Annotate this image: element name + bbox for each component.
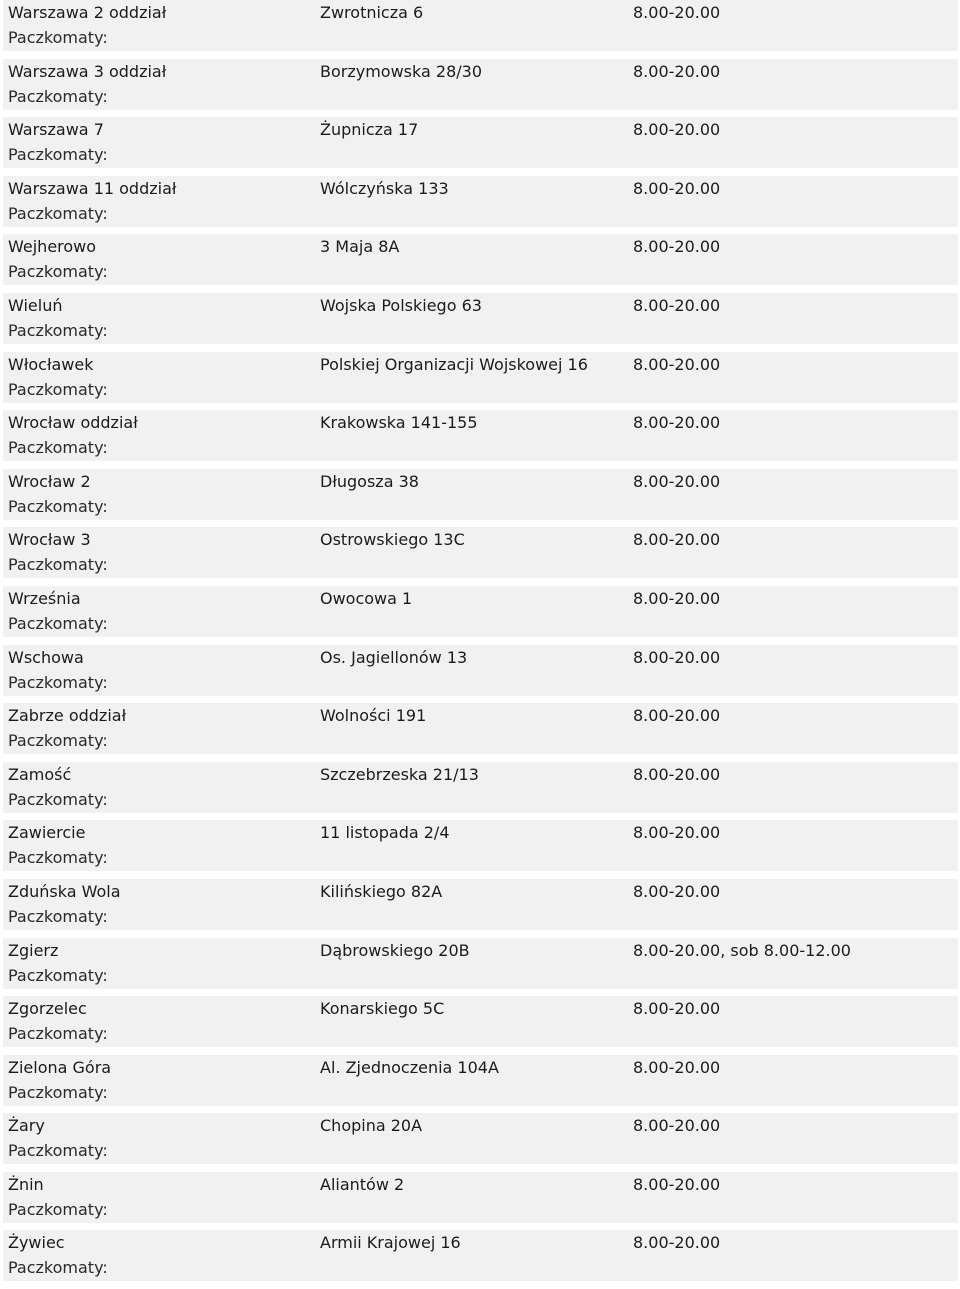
table-row [3,293,958,344]
branch-table [3,0,958,1289]
opening-hours: 8.00-20.00 [633,354,721,374]
paczkomaty-label: Paczkomaty: [8,496,108,516]
paczkomaty-label: Paczkomaty: [8,965,108,985]
city-name: Zamość [8,764,72,784]
opening-hours: 8.00-20.00 [633,764,721,784]
table-row [3,410,958,461]
table-row [3,820,958,871]
opening-hours: 8.00-20.00 [633,999,721,1019]
opening-hours: 8.00-20.00 [633,530,721,550]
paczkomaty-label: Paczkomaty: [8,613,108,633]
address: 3 Maja 8A [320,237,400,257]
paczkomaty-label: Paczkomaty: [8,379,108,399]
paczkomaty-label: Paczkomaty: [8,86,108,106]
opening-hours: 8.00-20.00, sob 8.00-12.00 [633,940,851,960]
city-name: Zduńska Wola [8,881,121,901]
opening-hours: 8.00-20.00 [633,1116,721,1136]
address: Al. Zjednoczenia 104A [320,1057,499,1077]
city-name: Zabrze oddział [8,706,127,726]
address: Ostrowskiego 13C [320,530,465,550]
address: Wólczyńska 133 [320,178,449,198]
paczkomaty-label: Paczkomaty: [8,320,108,340]
opening-hours: 8.00-20.00 [633,413,721,433]
table-row [3,645,958,696]
address: Konarskiego 5C [320,999,445,1019]
address: Dąbrowskiego 20B [320,940,470,960]
table-row [3,0,958,51]
table-row [3,996,958,1047]
opening-hours: 8.00-20.00 [633,3,721,22]
opening-hours: 8.00-20.00 [633,706,721,726]
opening-hours: 8.00-20.00 [633,1233,721,1253]
city-name: Zgorzelec [8,999,87,1019]
table-row [3,59,958,110]
city-name: Warszawa 3 oddział [8,61,167,81]
address: Owocowa 1 [320,588,413,608]
table-row [3,703,958,754]
city-name: Wieluń [8,295,63,315]
opening-hours: 8.00-20.00 [633,588,721,608]
address: Kilińskiego 82A [320,881,443,901]
opening-hours: 8.00-20.00 [633,881,721,901]
opening-hours: 8.00-20.00 [633,647,721,667]
paczkomaty-label: Paczkomaty: [8,672,108,692]
paczkomaty-label: Paczkomaty: [8,731,108,751]
table-row [3,469,958,520]
paczkomaty-label: Paczkomaty: [8,1141,108,1161]
city-name: Wrocław 3 [8,530,91,550]
paczkomaty-label: Paczkomaty: [8,555,108,575]
table-row [3,938,958,989]
address: Os. Jagiellonów 13 [320,647,468,667]
city-name: Żywiec [8,1233,65,1253]
paczkomaty-label: Paczkomaty: [8,848,108,868]
opening-hours: 8.00-20.00 [633,178,721,198]
paczkomaty-label: Paczkomaty: [8,145,108,165]
city-name: Zielona Góra [8,1057,112,1077]
city-name: Wschowa [8,647,84,667]
address: Szczebrzeska 21/13 [320,764,479,784]
address: Wolności 191 [320,706,427,726]
paczkomaty-label: Paczkomaty: [8,262,108,282]
table-row [3,352,958,403]
city-name: Żnin [8,1174,44,1194]
opening-hours: 8.00-20.00 [633,1057,721,1077]
table-row [3,176,958,227]
table-row [3,1172,958,1223]
city-name: Warszawa 7 [8,120,104,140]
city-name: Zgierz [8,940,59,960]
city-name: Warszawa 2 oddział [8,3,167,22]
address: Polskiej Organizacji Wojskowej 16 [320,354,588,374]
opening-hours: 8.00-20.00 [633,237,721,257]
table-row [3,234,958,285]
paczkomaty-label: Paczkomaty: [8,1082,108,1102]
table-row [3,762,958,813]
opening-hours: 8.00-20.00 [633,471,721,491]
paczkomaty-label: Paczkomaty: [8,1199,108,1219]
city-name: Żary [8,1116,45,1136]
address: Długosza 38 [320,471,419,491]
address: Wojska Polskiego 63 [320,295,482,315]
opening-hours: 8.00-20.00 [633,120,721,140]
paczkomaty-label: Paczkomaty: [8,1024,108,1044]
table-row [3,1230,958,1281]
address: Armii Krajowej 16 [320,1233,461,1253]
paczkomaty-label: Paczkomaty: [8,1258,108,1278]
table-row [3,586,958,637]
city-name: Wrocław oddział [8,413,138,433]
city-name: Warszawa 11 oddział [8,178,177,198]
opening-hours: 8.00-20.00 [633,823,721,843]
paczkomaty-label: Paczkomaty: [8,906,108,926]
paczkomaty-label: Paczkomaty: [8,28,108,47]
city-name: Włocławek [8,354,94,374]
address: Krakowska 141-155 [320,413,478,433]
city-name: Wejherowo [8,237,97,257]
address: Zwrotnicza 6 [320,3,424,22]
table-row [3,117,958,168]
opening-hours: 8.00-20.00 [633,295,721,315]
table-row [3,879,958,930]
city-name: Września [8,588,81,608]
city-name: Zawiercie [8,823,86,843]
table-row [3,1113,958,1164]
address: Aliantów 2 [320,1174,405,1194]
address: Borzymowska 28/30 [320,61,482,81]
table-row [3,1055,958,1106]
paczkomaty-label: Paczkomaty: [8,203,108,223]
opening-hours: 8.00-20.00 [633,1174,721,1194]
address: 11 listopada 2/4 [320,823,450,843]
address: Chopina 20A [320,1116,423,1136]
opening-hours: 8.00-20.00 [633,61,721,81]
city-name: Wrocław 2 [8,471,91,491]
paczkomaty-label: Paczkomaty: [8,789,108,809]
paczkomaty-label: Paczkomaty: [8,438,108,458]
table-row [3,527,958,578]
address: Żupnicza 17 [320,120,419,140]
